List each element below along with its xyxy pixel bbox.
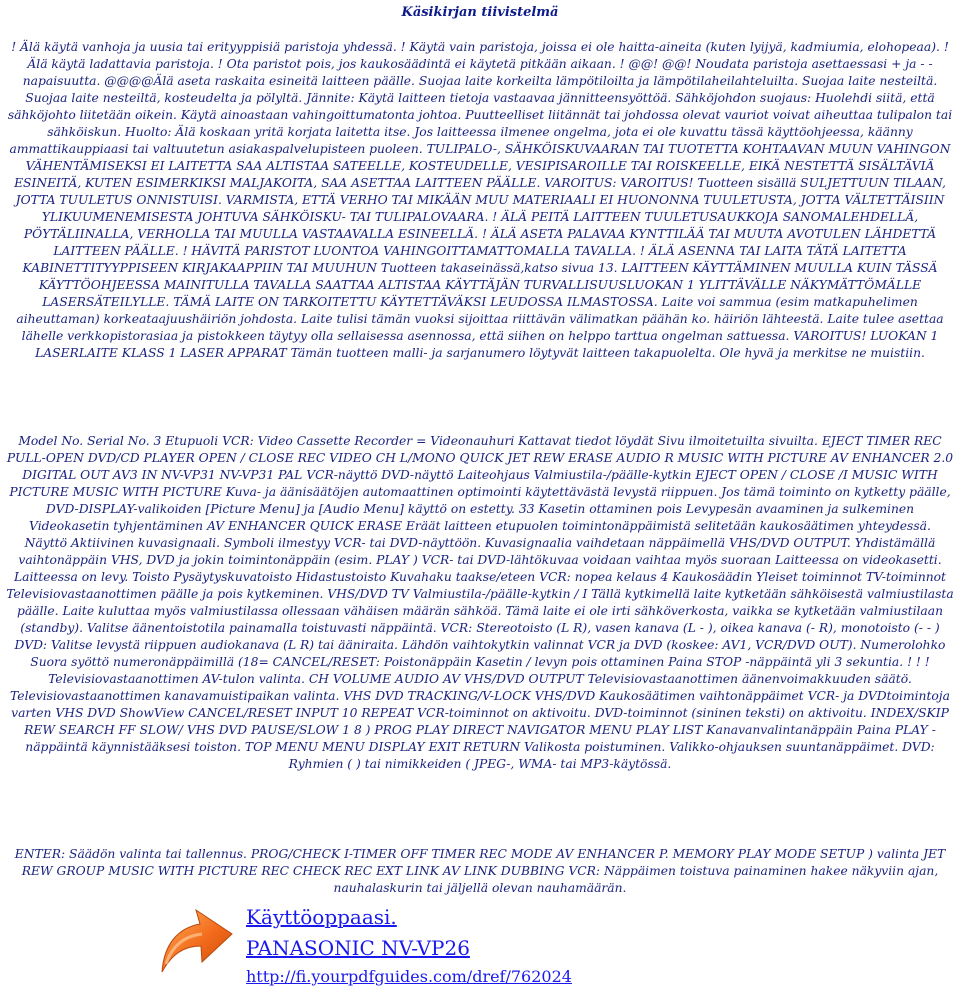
footer xyxy=(156,902,596,992)
orange-arrow-icon xyxy=(156,902,236,982)
controls-description-paragraph: Model No. Serial No. 3 Etupuoli VCR: Video Cassette Recorder = Videonauhuri Kattavat tiedot löydät Sivu ilmoitetuilta sivuilta. EJECT TIMER REC PULL-OPEN DVD/CD PLAYER OPEN / CLOSE REC VIDEO CH L/MONO QUICK JET REW ERASE AUDIO R MUSIC WITH PICTURE AV ENHANCER 2.0 DIGITAL OUT AV3 IN NV-VP31 NV-VP31 PAL VCR-näyttö DVD-näyttö Laiteohjaus Valmiustila-/päälle-kytkin EJECT OPEN / CLOSE /I MUSIC WITH PICTURE MUSIC WITH PICTURE Kuva- ja äänisäätöjen automaattinen optimointi käytettävästä levystä riippuen. Jos tämä toiminto on kytketty päälle, DVD-DISPLAY-valikoiden [Picture Menu] ja [Audio Menu] käyttö on estetty. 33 Kasetin ottaminen pois Levypesän avaaminen ja sulkeminen Videokasetin tyhjentäminen AV ENHANCER QUICK ERASE Eräät laitteen etupuolen toimintonäppäimistä selitetään kaukosäätimen yhteydessä. Näyttö Aktiivinen kuvasignaali. Symboli ilmestyy VCR- tai DVD-näyttöön. Kuvasignaalia vaihdetaan näppäimellä VHS/DVD OUTPUT. Yhdistämällä vaihtonäppäin VHS, DVD ja jokin toimintonäppäin (esim. PLAY ) VCR- tai DVD-lähtökuvaa voidaan vaihtaa myös suoraan Laitteessa on videokasetti. Laitteessa on levy. Toisto Pysäytyskuvatoisto Hidastustoisto Kuvahaku taakse/eteen VCR: nopea kelaus 4 Kaukosäädin Yleiset toiminnot TV-toiminnot Televisiovastaanottimen päälle ja pois kytkeminen. VHS/DVD TV Valmiustila-/päälle-kytkin / I Tällä kytkimellä laite kytketään sähköisestä valmiustilasta päälle. Laite kuluttaa myös valmiustilassa ollessaan vähäisen määrän sähköä. Tämä laite ei ole irti sähköverkosta, vaikka se kytketään valmiustilaan (standby). Valitse äänentoistotila painamalla toistuvasti näppäintä. VCR: Stereotoisto (L R), vasen kanava (L - ), oikea kanava (- R), monotoisto (- - ) DVD: Valitse levystä riippuen audiokanava (L R) tai ääniraita. Lähdön vaihtokytkin valinnat VCR ja DVD (koskee: AV1, VCR/DVD OUT). Numerolohko Suora syöttö numeronäppäimillä (18= CANCEL/RESET: Poistonäppäin Kasetin / levyn pois ottaminen Paina STOP -näppäintä yli 3 sekuntia. ! ! ! Televisiovastaanottimen AV-tulon valinta. CH VOLUME AUDIO AV VHS/DVD OUTPUT Televisiovastaanottimen äänenvoimakkuuden säätö. Televisiovastaanottimen kanavamuistipaikan valinta. VHS DVD TRACKING/V-LOCK VHS/DVD Kaukosäätimen vaihtonäppäimet VCR- ja DVDtoimintoja varten VHS DVD ShowView CANCEL/RESET INPUT 10 REPEAT VCR-toiminnot on aktivoitu. DVD-toiminnot (sininen teksti) on aktivoitu. INDEX/SKIP REW SEARCH FF SLOW/ VHS DVD PAUSE/SLOW 1 8 ) PROG PLAY DIRECT NAVIGATOR MENU PLAY LIST Kanavanvalintanäppäin Paina PLAY -näppäintä käynnistääksesi toiston. TOP MENU MENU DISPLAY EXIT RETURN Valikosta poistuminen. Valikko-ohjauksen suuntanäppäimet. DVD: Ryhmien ( ) tai nimikkeiden ( JPEG-, WMA- tai MP3-käytössä. xyxy=(6,434,954,771)
document-title: Käsikirjan tiivistelmä xyxy=(401,5,559,20)
safety-instructions-paragraph: ! Älä käytä vanhoja ja uusia tai erityyppisiä paristoja yhdessä. ! Käytä vain paristoja, joissa ei ole haitta-aineita (kuten lyijyä, kadmiumia, elohopeaa). ! Älä käytä ladattavia paristoja. ! Ota paristot pois, jos kaukosäädintä ei käytetä pitkään aikaan. ! @@! @@! Noudata paristoja asettaessasi + ja - -napaisuutta. @@@@Älä aseta raskaita esineitä laitteen päälle. Suojaa laite korkeilta lämpötiloilta ja lämpötilaheilahteluilta. Suojaa laite nesteiltä. Suojaa laite nesteiltä, kosteudelta ja pölyltä. Jännite: Käytä laitteen tietoja vastaavaa jännitteensyöttöä. Sähköjohdon suojaus: Huolehdi siitä, että sähköjohto liitetään oikein. Käytä ainoastaan vahingoittumatonta johtoa. Puutteelliset liitännät tai johdossa olevat vauriot voivat aiheuttaa tulipalon tai sähköiskun. Huolto: Älä koskaan yritä korjata laitetta itse. Jos laitteessa ilmenee ongelma, jota ei ole kuvattu tässä käyttöohjeessa, käänny ammattikauppiaasi tai valtuutetun asiakaspalvelupisteen puoleen. TULIPALO-, SÄHKÖISKUVAARAN TAI TUOTETTA KOHTAAVAN MUUN VAHINGON VÄHENTÄMISEKSI EI LAITETTA SAA ALTISTAA SATEELLE, KOSTEUDELLE, VESIPISAROILLE TAI ROISKEELLE, EIKÄ NESTETTÄ SISÄLTÄVIÄ ESINEITÄ, KUTEN ESIMERKIKSI MALJAKOITA, SAA ASETTAA LAITTEEN PÄÄLLE. VAROITUS: VAROITUS! Tuotteen sisällä SULJETTUUN TILAAN, JOTTA TUULETUS ONNISTUISI. VARMISTA, ETTÄ VERHO TAI MIKÄÄN MUU MATERIAALI EI HUONONNA TUULETUSTA, JOTTA VÄLTETTÄISIIN YLIKUUMENEMISESTA JOHTUVA SÄHKÖISKU- TAI TULIPALOVAARA. ! ÄLÄ PEITÄ LAITTEEN TUULETUSAUKKOJA SANOMALEHDELLÄ, PÖYTÄLIINALLA, VERHOLLA TAI MUULLA VASTAAVALLA ESINEELLÄ. ! ÄLÄ ASETA PALAVAA KYNTTILÄÄ TAI MUUTA AVOTULEN LÄHDETTÄ LAITTEEN PÄÄLLE. ! HÄVITÄ PARISTOT LUONTOA VAHINGOITTAMATTOMALLA TAVALLA. ! ÄLÄ ASENNA TAI LAITA TÄTÄ LAITETTA KABINETTITYYPPISEEN KIRJAKAAPPIIN TAI MUUHUN Tuotteen takaseinässä,katso sivua 13. LAITTEEN KÄYTTÄMINEN MUULLA KUIN TÄSSÄ KÄYTTÖOHJEESSA MAINITULLA TAVALLA SAATTAA ALTISTAA KÄYTTÄJÄN TURVALLISUUSLUOKAN 1 YLITTÄVÄLLE NÄKYMÄTTÖMÄLLE LASERSÄTEILYLLE. TÄMÄ LAITE ON TARKOITETTU KÄYTETTÄVÄKSI LEUDOSSA ILMASTOSSA. Laite voi sammua (esim matkapuhelimen aiheuttaman) korkeataajuushäiriön johdosta. Laite tulisi tämän vuoksi sijoittaa riittävän välimatkan päähän ko. häiriön lähteestä. Laite tulee asettaa lähelle verkkopistorasiaa ja pistokkeen täytyy olla sellaisessa asennossa, että siihen on helppo tarttua ongelman sattuessa. VAROITUS! LUOKAN 1 LASERLAITE KLASS 1 LASER APPARAT Tämän tuotteen malli- ja sarjanumero löytyvät laitteen takapuolelta. Ole hyvä ja merkitse ne muistiin. xyxy=(7,40,953,360)
url-link[interactable]: http://fi.yourpdfguides.com/dref/762024 xyxy=(246,967,572,986)
remote-buttons-paragraph: ENTER: Säädön valinta tai tallennus. PROG/CHECK I-TIMER OFF TIMER REC MODE AV ENHANCER P. MEMORY PLAY MODE SETUP ) valinta JET REW GROUP MUSIC WITH PICTURE REC CHECK REC EXT LINK AV LINK DUBBING VCR: Näppäimen toistuva painaminen hakee näkyviin ajan, nauhalaskurin tai jäljellä olevan nauhamäärän. xyxy=(14,847,946,895)
manual-link[interactable]: Käyttöoppaasi. xyxy=(246,905,397,929)
product-link[interactable]: PANASONIC NV-VP26 xyxy=(246,936,470,960)
